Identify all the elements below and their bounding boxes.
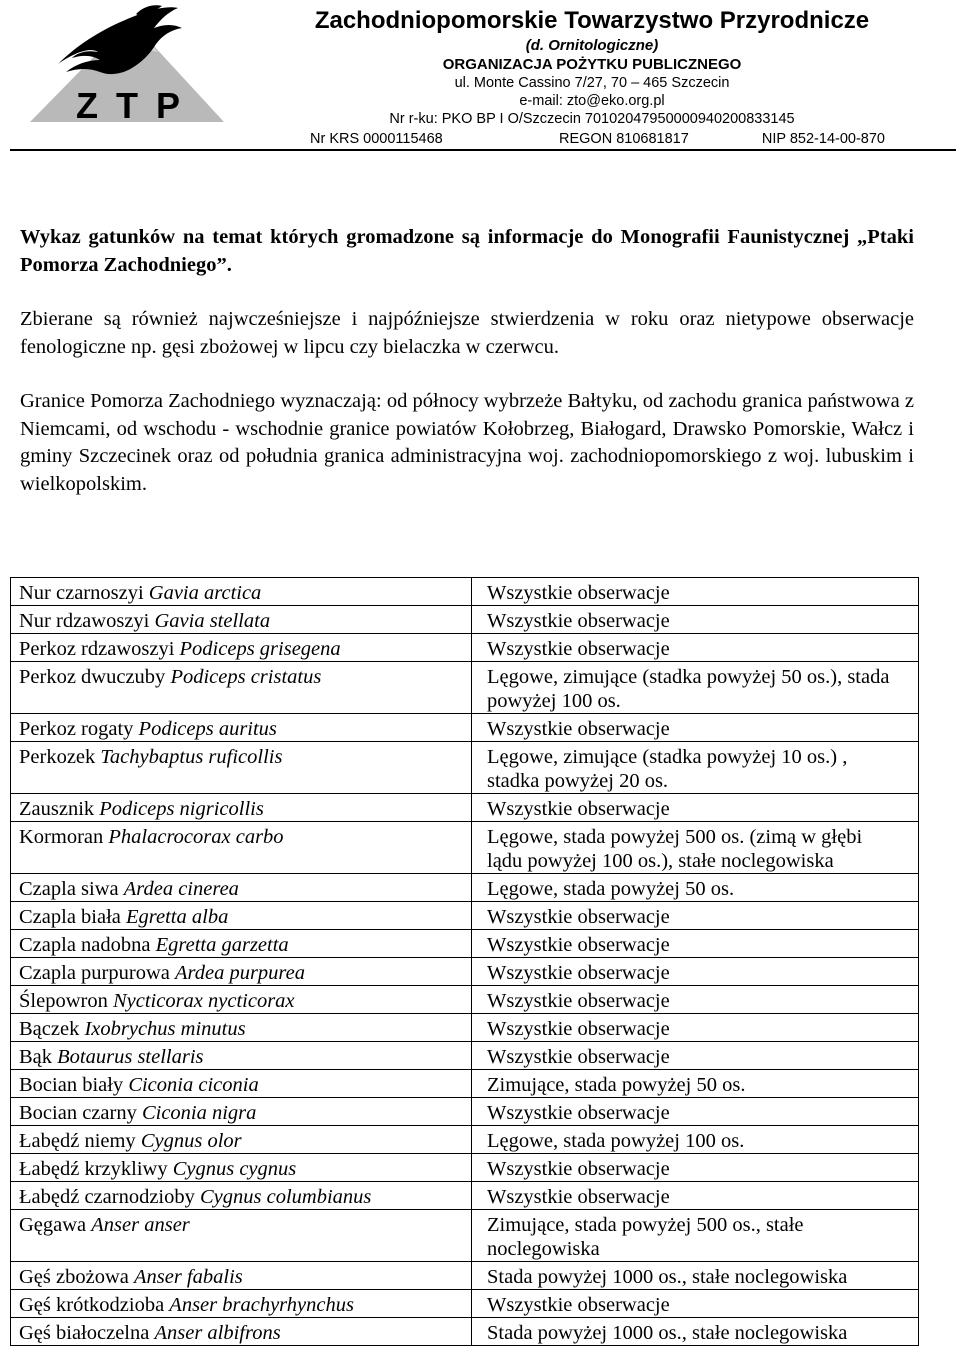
species-latin-name: Botaurus stellaris — [57, 1046, 204, 1068]
observation-scope-cell: Wszystkie obserwacje — [472, 958, 919, 986]
observation-scope-cell: Lęgowe, zimujące (stadka powyżej 50 os.), stada powyżej 100 os. — [472, 662, 919, 714]
species-common-name: Bączek — [19, 1018, 80, 1040]
species-latin-name: Egretta alba — [126, 906, 229, 928]
table-row — [11, 1182, 919, 1210]
header-divider — [10, 149, 956, 151]
table-row — [11, 794, 919, 822]
nip-number: NIP 852-14-00-870 — [761, 131, 885, 147]
table-row — [11, 1014, 919, 1042]
species-common-name: Perkoz rogaty — [19, 718, 134, 740]
observation-scope-cell: Wszystkie obserwacje — [472, 986, 919, 1014]
krs-number: Nr KRS 0000115468 — [310, 131, 443, 147]
species-latin-name: Anser brachyrhynchus — [169, 1294, 354, 1316]
observation-scope-cell: Wszystkie obserwacje — [472, 902, 919, 930]
table-row — [11, 1318, 919, 1346]
org-details — [232, 6, 952, 128]
org-address: ul. Monte Cassino 7/27, 70 – 465 Szczecin — [454, 75, 730, 91]
species-common-name: Gęś zbożowa — [19, 1266, 129, 1288]
species-common-name: Czapla nadobna — [19, 934, 151, 956]
species-common-name: Czapla purpurowa — [19, 962, 170, 984]
species-latin-name: Ciconia ciconia — [128, 1074, 259, 1096]
observation-scope-cell: Lęgowe, stada powyżej 500 os. (zimą w głębi lądu powyżej 100 os.), stałe noclegowiska — [472, 822, 919, 874]
org-email: e-mail: zto@eko.org.pl — [519, 93, 665, 109]
species-latin-name: Egretta garzetta — [155, 934, 289, 956]
table-row — [11, 634, 919, 662]
org-bank-account: Nr r-ku: PKO BP I O/Szczecin 70102047950000940200833145 — [389, 111, 795, 127]
species-latin-name: Cygnus cygnus — [172, 1158, 297, 1180]
species-name-cell — [11, 578, 472, 606]
regon-number: REGON 810681817 — [559, 131, 689, 147]
species-name-cell — [11, 606, 472, 634]
observation-scope-cell: Wszystkie obserwacje — [472, 930, 919, 958]
species-name-cell — [11, 822, 472, 874]
species-latin-name: Ardea cinerea — [123, 878, 239, 900]
observation-scope-cell: Wszystkie obserwacje — [472, 1154, 919, 1182]
species-common-name: Łabędź krzykliwy — [19, 1158, 168, 1180]
species-name-cell — [11, 1098, 472, 1126]
species-name-cell — [11, 1262, 472, 1290]
species-latin-name: Anser anser — [91, 1214, 190, 1236]
table-row — [11, 902, 919, 930]
species-common-name: Bąk — [19, 1046, 53, 1068]
table-row — [11, 874, 919, 902]
species-name-cell — [11, 794, 472, 822]
species-common-name: Bocian czarny — [19, 1102, 137, 1124]
observation-scope-cell: Zimujące, stada powyżej 50 os. — [472, 1070, 919, 1098]
registration-row — [310, 131, 885, 149]
species-common-name: Nur rdzawoszyi — [19, 610, 150, 632]
paragraph-phenology: Zbierane są również najwcześniejsze i najpóźniejsze stwierdzenia w roku oraz nietypowe obserwacje fenologiczne np. gęsi zbożowej w lipcu czy bielaczka w czerwcu. — [20, 308, 914, 358]
species-latin-name: Ardea purpurea — [174, 962, 305, 984]
observation-scope-cell: Wszystkie obserwacje — [472, 1290, 919, 1318]
species-common-name: Gęgawa — [19, 1214, 87, 1236]
observation-scope-cell: Lęgowe, stada powyżej 50 os. — [472, 874, 919, 902]
species-latin-name: Cygnus olor — [140, 1130, 242, 1152]
species-latin-name: Podiceps auritus — [138, 718, 277, 740]
paragraph-boundaries: Granice Pomorza Zachodniego wyznaczają: od północy wybrzeże Bałtyku, od zachodu granica państwowa z Niemcami, od wschodu - wschodnie granice powiatów Kołobrzeg, Białogard, Drawsko Pomorskie, Wałcz i gminy Szczecinek oraz od południa granica administracyjna woj. zachodniopomorskiego z woj. lubuskim i wielkopolskim. — [20, 390, 914, 495]
table-row — [11, 742, 919, 794]
species-latin-name: Podiceps nigricollis — [99, 798, 264, 820]
logo-lettering: ZTP — [76, 85, 198, 126]
species-common-name: Gęś krótkodzioba — [19, 1294, 165, 1316]
observation-scope-cell: Lęgowe, zimujące (stadka powyżej 10 os.) , stadka powyżej 20 os. — [472, 742, 919, 794]
table-row — [11, 1042, 919, 1070]
observation-scope-cell: Wszystkie obserwacje — [472, 1182, 919, 1210]
species-table-body — [11, 578, 919, 1346]
table-row — [11, 1210, 919, 1262]
table-row — [11, 662, 919, 714]
observation-scope-cell: Lęgowe, stada powyżej 100 os. — [472, 1126, 919, 1154]
table-row — [11, 1126, 919, 1154]
species-name-cell — [11, 874, 472, 902]
table-row — [11, 958, 919, 986]
observation-scope-cell: Wszystkie obserwacje — [472, 634, 919, 662]
org-name: Zachodniopomorskie Towarzystwo Przyrodnicze — [314, 7, 870, 34]
species-latin-name: Podiceps cristatus — [170, 666, 322, 688]
species-latin-name: Gavia arctica — [148, 582, 262, 604]
species-name-cell — [11, 1182, 472, 1210]
observation-scope-cell: Wszystkie obserwacje — [472, 794, 919, 822]
ztp-logo — [18, 2, 228, 126]
species-name-cell — [11, 1318, 472, 1346]
table-row — [11, 822, 919, 874]
table-row — [11, 606, 919, 634]
species-common-name: Gęś białoczelna — [19, 1322, 150, 1344]
letterhead — [0, 0, 960, 152]
species-name-cell — [11, 662, 472, 714]
species-table — [10, 577, 919, 1346]
table-row — [11, 1070, 919, 1098]
species-name-cell — [11, 634, 472, 662]
table-row — [11, 930, 919, 958]
species-name-cell — [11, 958, 472, 986]
org-type: ORGANIZACJA POŻYTKU PUBLICZNEGO — [442, 56, 742, 73]
species-name-cell — [11, 1154, 472, 1182]
species-latin-name: Ciconia nigra — [141, 1102, 257, 1124]
species-latin-name: Podiceps grisegena — [179, 638, 341, 660]
org-former-name: (d. Ornitologiczne) — [525, 37, 659, 54]
species-name-cell — [11, 930, 472, 958]
observation-scope-cell: Stada powyżej 1000 os., stałe noclegowiska — [472, 1262, 919, 1290]
species-common-name: Bocian biały — [19, 1074, 124, 1096]
species-common-name: Perkoz rdzawoszyi — [19, 638, 175, 660]
document-heading: Wykaz gatunków na temat których gromadzone są informacje do Monografii Faunistycznej „Ptaki Pomorza Zachodniego”. — [20, 226, 914, 276]
species-name-cell — [11, 986, 472, 1014]
observation-scope-cell: Zimujące, stada powyżej 500 os., stałe noclegowiska — [472, 1210, 919, 1262]
species-name-cell — [11, 1126, 472, 1154]
table-row — [11, 1098, 919, 1126]
species-common-name: Perkozek — [19, 746, 96, 768]
table-row — [11, 714, 919, 742]
observation-scope-cell: Stada powyżej 1000 os., stałe noclegowiska — [472, 1318, 919, 1346]
species-common-name: Perkoz dwuczuby — [19, 666, 166, 688]
species-common-name: Łabędź czarnodzioby — [19, 1186, 195, 1208]
species-name-cell — [11, 1042, 472, 1070]
species-common-name: Czapla siwa — [19, 878, 119, 900]
species-common-name: Ślepowron — [19, 990, 108, 1012]
species-common-name: Zausznik — [19, 798, 95, 820]
table-row — [11, 1154, 919, 1182]
observation-scope-cell: Wszystkie obserwacje — [472, 606, 919, 634]
table-row — [11, 1262, 919, 1290]
species-latin-name: Anser fabalis — [133, 1266, 243, 1288]
species-latin-name: Gavia stellata — [154, 610, 271, 632]
observation-scope-cell: Wszystkie obserwacje — [472, 578, 919, 606]
species-common-name: Czapla biała — [19, 906, 121, 928]
species-name-cell — [11, 902, 472, 930]
observation-scope-cell: Wszystkie obserwacje — [472, 1014, 919, 1042]
species-common-name: Kormoran — [19, 826, 104, 848]
table-row — [11, 578, 919, 606]
species-name-cell — [11, 714, 472, 742]
species-name-cell — [11, 1290, 472, 1318]
species-common-name: Łabędź niemy — [19, 1130, 136, 1152]
species-name-cell — [11, 1014, 472, 1042]
table-row — [11, 1290, 919, 1318]
species-name-cell — [11, 1070, 472, 1098]
table-row — [11, 986, 919, 1014]
species-latin-name: Ixobrychus minutus — [84, 1018, 246, 1040]
species-name-cell — [11, 742, 472, 794]
observation-scope-cell: Wszystkie obserwacje — [472, 1098, 919, 1126]
observation-scope-cell: Wszystkie obserwacje — [472, 714, 919, 742]
species-latin-name: Tachybaptus ruficollis — [100, 746, 283, 768]
species-latin-name: Cygnus columbianus — [200, 1186, 372, 1208]
observation-scope-cell: Wszystkie obserwacje — [472, 1042, 919, 1070]
species-latin-name: Nycticorax nycticorax — [112, 990, 295, 1012]
species-common-name: Nur czarnoszyi — [19, 582, 144, 604]
species-latin-name: Phalacrocorax carbo — [108, 826, 284, 848]
species-name-cell — [11, 1210, 472, 1262]
species-latin-name: Anser albifrons — [154, 1322, 281, 1344]
